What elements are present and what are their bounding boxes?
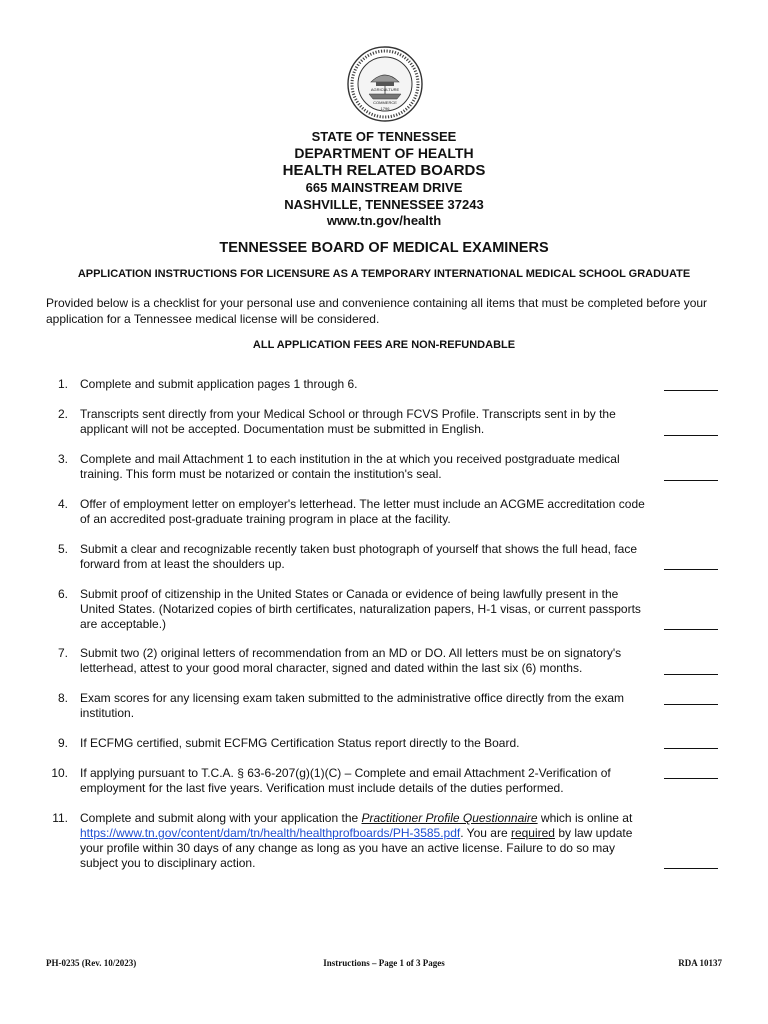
item-text: Submit two (2) original letters of recommendation from an MD or DO. All letters must be on signatory's letterhead, attest to your good moral character, signed and dated within the last six (6) months. [80, 646, 622, 675]
seal-text-year: 1796 [380, 106, 390, 111]
item-text-part: which is online at [537, 811, 633, 825]
checkoff-line[interactable] [664, 704, 718, 705]
item-text: Submit proof of citizenship in the United States or Canada or evidence of being lawfully present in the United States. (Notarized copies of birth certificates, naturalization papers, H-1 visas, or current passports are acceptable.) [80, 587, 641, 631]
required-emphasis: required [510, 826, 555, 840]
seal-text-agriculture: AGRICULTURE [370, 87, 400, 92]
item-text: If ECFMG certified, submit ECFMG Certification Status report directly to the Board. [80, 736, 520, 750]
item-number: 2. [57, 407, 68, 421]
checkoff-line[interactable] [664, 748, 718, 749]
checkoff-line[interactable] [664, 778, 718, 779]
tennessee-state-seal [347, 46, 423, 122]
header-boards: HEALTH RELATED BOARDS [282, 162, 486, 179]
questionnaire-link[interactable]: https://www.tn.gov/content/dam/tn/health/healthprofboards/PH-3585.pdf [80, 826, 461, 840]
board-title: TENNESSEE BOARD OF MEDICAL EXAMINERS [219, 240, 549, 256]
item-text: Transcripts sent directly from your Medical School or through FCVS Profile. Transcripts sent in by the applicant will not be accepted. Documentation must be submitted in English. [80, 407, 616, 436]
item-number: 11. [52, 811, 68, 825]
checkoff-line[interactable] [664, 868, 718, 869]
form-number: PH-0235 (Rev. 10/2023) [46, 958, 137, 968]
item-text: Complete and mail Attachment 1 to each institution in the at which you received postgraduate medical training. This form must be notarized or contain the institution's seal. [80, 452, 620, 481]
questionnaire-title: Practitioner Profile Questionnaire [361, 811, 538, 825]
item-number: 4. [57, 497, 68, 511]
header-city: NASHVILLE, TENNESSEE 37243 [284, 197, 484, 212]
item-number: 9. [57, 736, 68, 750]
checkoff-line[interactable] [664, 569, 718, 570]
application-title: APPLICATION INSTRUCTIONS FOR LICENSURE AS A TEMPORARY INTERNATIONAL MEDICAL SCHOOL GRADUATE [77, 268, 691, 280]
item-number: 1. [57, 377, 68, 391]
checkoff-line[interactable] [664, 674, 718, 675]
header-state: STATE OF TENNESSEE [311, 129, 457, 144]
item-text-part: by law update your profile within 30 days of any change as long as you have an active license. Failure to do so may subject you to disciplinary action. [80, 826, 633, 870]
checkoff-line[interactable] [664, 390, 718, 391]
item-number: 7. [57, 646, 68, 660]
checkoff-line[interactable] [664, 629, 718, 630]
checkoff-line[interactable] [664, 435, 718, 436]
seal-text-commerce: COMMERCE [373, 100, 397, 105]
item-text: If applying pursuant to T.C.A. § 63-6-207(g)(1)(C) – Complete and email Attachment 2-Verification of employment for the last five years. Verification must include details of the duties performed. [80, 766, 611, 795]
intro-paragraph: Provided below is a checklist for your personal use and convenience containing all items that must be completed before your application for a Tennessee medical license will be considered. [46, 296, 708, 326]
item-text: Submit a clear and recognizable recently taken bust photograph of yourself that shows the full head, face forward from at least the shoulders up. [80, 542, 638, 571]
item-number: 5. [57, 542, 68, 556]
header-address: 665 MAINSTREAM DRIVE [305, 180, 463, 195]
item-text-part: Complete and submit along with your application the [80, 811, 362, 825]
item-number: 3. [57, 452, 68, 466]
fees-notice: ALL APPLICATION FEES ARE NON-REFUNDABLE [252, 339, 516, 351]
item-number: 8. [57, 691, 68, 705]
header-department: DEPARTMENT OF HEALTH [294, 145, 474, 161]
header-website: www.tn.gov/health [326, 213, 442, 228]
rda-number: RDA 10137 [678, 958, 722, 968]
item-number: 10. [51, 766, 68, 780]
item-text [80, 811, 654, 871]
item-text: Complete and submit application pages 1 through 6. [80, 377, 358, 391]
item-number: 6. [57, 587, 68, 601]
item-text: Offer of employment letter on employer's letterhead. The letter must include an ACGME accreditation code of an accredited post-graduate training program in place at the facility. [80, 497, 645, 526]
item-text-part: . You are [460, 826, 511, 840]
item-text: Exam scores for any licensing exam taken submitted to the administrative office directly from the exam institution. [80, 691, 625, 720]
page-info: Instructions – Page 1 of 3 Pages [323, 958, 445, 968]
checkoff-line[interactable] [664, 480, 718, 481]
